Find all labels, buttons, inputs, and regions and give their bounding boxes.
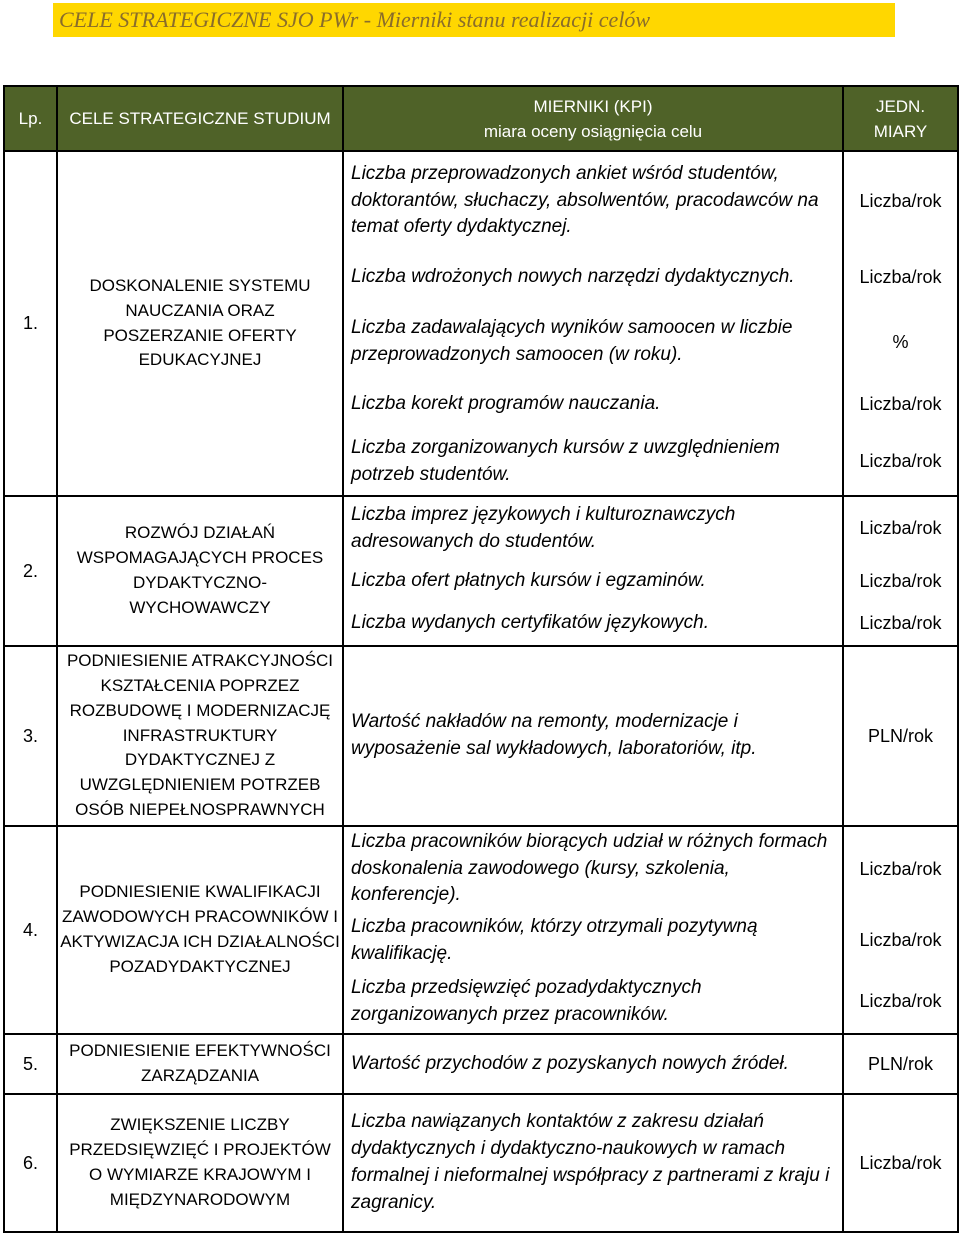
row-number (4, 151, 57, 496)
header-unit-line1: JEDN. (875, 96, 926, 116)
goal-text: PODNIESIENIE KWALIFIKACJI ZAWODOWYCH PRACOWNIKÓW I AKTYWIZACJA ICH DZIAŁALNOŚCI POZADYDAKTYCZNEJ (60, 882, 340, 976)
kpi-text: Liczba przedsięwzięć pozadydaktycznych zorganizowanych przez pracowników. (351, 976, 702, 1025)
kpi-cell (343, 496, 843, 561)
row-divider (3, 825, 959, 827)
page-title: CELE STRATEGICZNE SJO PWr - Mierniki stanu realizacji celów (59, 7, 651, 32)
unit-text: PLN/rok (867, 725, 934, 746)
goal-text: ZWIĘKSZENIE LICZBY PRZEDSIĘWZIĘĆ I PROJEKTÓW O WYMIARZE KRAJOWYM I MIĘDZYNARODOWYM (69, 1115, 331, 1209)
kpi-text: Liczba pracowników biorących udział w różnych formach doskonalenia zawodowego (kursy, szkolenia, konferencje). (351, 830, 828, 906)
header-unit-line2: MIARY (873, 121, 928, 141)
row-number (4, 646, 57, 826)
kpi-text: Liczba nawiązanych kontaktów z zakresu działań dydaktycznych i dydaktyczno-naukowych w ramach formalnej i nieformalnej współpracy z partnerami z kraju i zagranicy. (351, 1111, 830, 1213)
unit-text: PLN/rok (867, 1053, 934, 1074)
goal-text: ROZWÓJ DZIAŁAŃ WSPOMAGAJĄCYCH PROCES DYDAKTYCZNO-WYCHOWAWCZY (76, 523, 324, 617)
unit-text: Liczba/rok (859, 991, 942, 1011)
kpi-cell (343, 969, 843, 1034)
unit-cell (843, 561, 958, 601)
header-kpi-line2: miara oceny osiągnięcia celu (483, 121, 703, 141)
unit-cell (843, 912, 958, 969)
row-divider (3, 150, 959, 152)
row-number (4, 826, 57, 1034)
kpi-cell (343, 912, 843, 969)
kpi-text: Liczba wydanych certyfikatów językowych. (351, 612, 709, 634)
row-number-label: 3. (22, 725, 38, 746)
goal-text: PODNIESIENIE EFEKTYWNOŚCI ZARZĄDZANIA (69, 1041, 331, 1085)
kpi-text: Liczba ofert płatnych kursów i egzaminów. (351, 569, 706, 591)
row-divider (3, 645, 959, 647)
unit-text: Liczba/rok (859, 266, 942, 287)
unit-cell (843, 826, 958, 912)
row-number-label: 5. (22, 1053, 38, 1074)
unit-cell (843, 1094, 958, 1232)
kpi-cell (343, 601, 843, 646)
kpi-text: Liczba zorganizowanych kursów z uwzględnieniem potrzeb studentów. (351, 436, 780, 485)
column-divider (56, 85, 58, 1233)
unit-cell (843, 601, 958, 646)
kpi-cell (343, 561, 843, 601)
row-number-label: 4. (22, 919, 38, 940)
goal-cell (57, 826, 343, 1034)
unit-cell (843, 427, 958, 496)
kpi-cell (343, 381, 843, 427)
kpi-cell (343, 646, 843, 826)
row-number-label: 6. (22, 1152, 38, 1173)
unit-cell (843, 646, 958, 826)
unit-cell (843, 251, 958, 303)
header-kpi-line1: MIERNIKI (KPI) (533, 96, 653, 116)
kpi-cell (343, 1094, 843, 1232)
header-goals (57, 86, 343, 151)
unit-text: Liczba/rok (859, 1152, 942, 1173)
header-lp-label: Lp. (18, 109, 43, 128)
header-goals-label: CELE STRATEGICZNE STUDIUM (69, 109, 331, 128)
table-border (957, 85, 959, 1233)
table-border (3, 1231, 959, 1233)
column-divider (842, 85, 844, 1233)
unit-cell (843, 151, 958, 251)
column-divider (342, 85, 344, 1233)
row-divider (3, 1093, 959, 1095)
goal-cell (57, 496, 343, 646)
kpi-cell (343, 151, 843, 251)
kpi-text: Liczba wdrożonych nowych narzędzi dydaktycznych. (351, 265, 795, 287)
row-number (4, 1094, 57, 1232)
goal-cell (57, 151, 343, 496)
row-number (4, 496, 57, 646)
goal-text: DOSKONALENIE SYSTEMU NAUCZANIA ORAZ POSZERZANIE OFERTY EDUKACYJNEJ (89, 275, 311, 370)
unit-cell (843, 303, 958, 381)
header-lp (4, 86, 57, 151)
kpi-text: Liczba korekt programów nauczania. (351, 392, 661, 414)
goal-cell (57, 1094, 343, 1232)
kpi-cell (343, 251, 843, 303)
kpi-text: Liczba imprez językowych i kulturoznawczych adresowanych do studentów. (351, 503, 736, 552)
goal-text: PODNIESIENIE ATRAKCYJNOŚCI KSZTAŁCENIA POPRZEZ ROZBUDOWĘ I MODERNIZACJĘ INFRASTRUKTURY DYDAKTYCZNEJ Z UWZGLĘDNIENIEM POTRZEB OSÓB NIEPEŁNOSPRAWNYCH (66, 651, 334, 819)
kpi-text: Liczba zadawalających wyników samoocen w liczbie przeprowadzonych samoocen (w roku). (351, 317, 793, 365)
kpi-cell (343, 1034, 843, 1094)
goal-cell (57, 1034, 343, 1094)
row-number-label: 1. (22, 313, 38, 333)
kpi-text: Wartość przychodów z pozyskanych nowych źródeł. (351, 1052, 789, 1074)
row-divider (3, 1033, 959, 1035)
kpi-text: Liczba przeprowadzonych ankiet wśród studentów, doktorantów, słuchaczy, absolwentów, pracodawców na temat oferty dydaktycznej. (351, 162, 819, 238)
title-banner (53, 3, 895, 37)
unit-cell (843, 496, 958, 561)
kpi-text: Liczba pracowników, którzy otrzymali pozytywną kwalifikację. (351, 915, 758, 964)
unit-cell (843, 381, 958, 427)
unit-text: % (892, 331, 909, 352)
kpi-cell (343, 427, 843, 496)
unit-text: Liczba/rok (859, 518, 942, 538)
unit-cell (843, 1034, 958, 1094)
table-border (3, 85, 959, 87)
unit-text: Liczba/rok (859, 613, 942, 633)
unit-text: Liczba/rok (859, 393, 942, 414)
table-border (3, 85, 5, 1233)
unit-text: Liczba/rok (859, 930, 942, 950)
row-number (4, 1034, 57, 1094)
kpi-cell (343, 826, 843, 912)
header-kpi (343, 86, 843, 151)
unit-text: Liczba/rok (859, 190, 942, 211)
row-number-label: 2. (22, 560, 38, 581)
header-unit (843, 86, 958, 151)
unit-text: Liczba/rok (859, 570, 942, 591)
kpi-cell (343, 303, 843, 381)
goal-cell (57, 646, 343, 826)
row-divider (3, 495, 959, 497)
kpi-text: Wartość nakładów na remonty, modernizacje i wyposażenie sal wykładowych, laboratoriów, itp. (351, 711, 757, 759)
unit-text: Liczba/rok (859, 451, 942, 471)
unit-text: Liczba/rok (859, 858, 942, 879)
unit-cell (843, 969, 958, 1034)
